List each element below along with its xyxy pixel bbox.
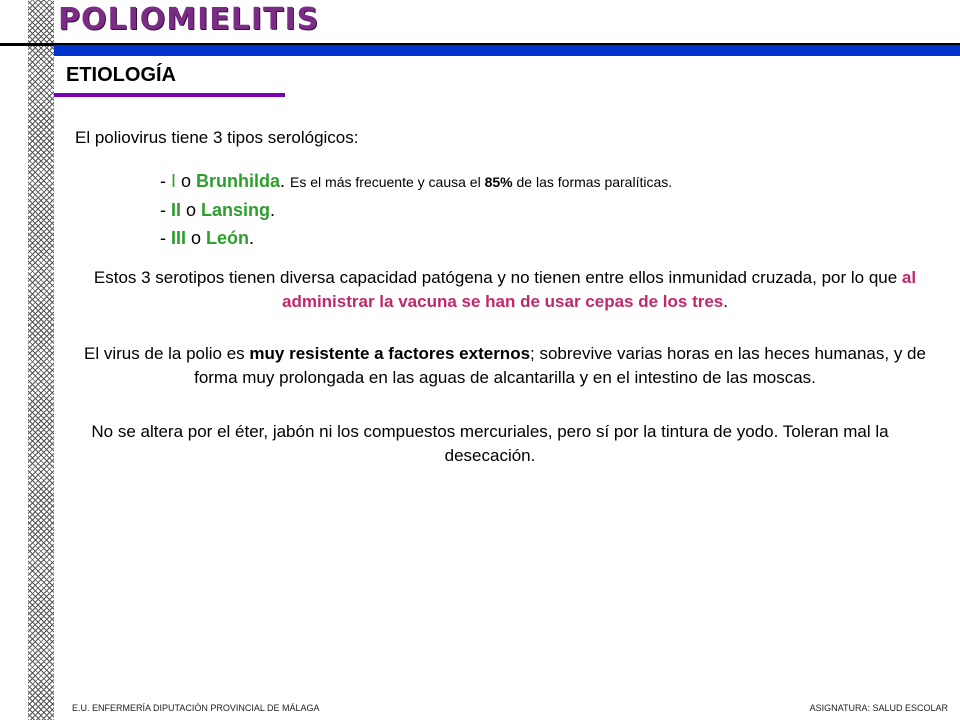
serotype-numeral: II xyxy=(171,200,182,220)
footer-subject: ASIGNATURA: SALUD ESCOLAR xyxy=(809,703,948,713)
paragraph-pathogenicity xyxy=(80,266,930,314)
serotype-numeral: III xyxy=(171,228,187,248)
end-punct: . xyxy=(270,200,276,220)
dash: - xyxy=(160,200,171,220)
paragraph-end: . xyxy=(723,292,728,311)
intro-text: El poliovirus tiene 3 tipos serológicos: xyxy=(75,128,359,147)
paragraph-sensitivity: No se altera por el éter, jabón ni los compuestos mercuriales, pero sí por la tintura de yodo. Toleran mal la desecación. xyxy=(91,422,889,465)
serotype-item-3 xyxy=(160,224,672,252)
highlight-text: al administrar la vacuna se han de usar cepas de los tres xyxy=(282,268,917,311)
note-percentage: 85% xyxy=(484,174,513,190)
serotype-note xyxy=(290,174,672,190)
paragraph-text: El virus de la polio es xyxy=(84,344,250,363)
header-rule-blue xyxy=(54,45,960,56)
footer-institution: E.U. ENFERMERÍA DIPUTACIÓN PROVINCIAL DE MÁLAGA xyxy=(72,703,320,713)
connector: o xyxy=(181,200,202,220)
section-underline xyxy=(54,93,285,97)
connector: o xyxy=(176,171,197,191)
serotype-item-2 xyxy=(160,196,672,224)
serotype-name: Lansing xyxy=(201,200,271,220)
bold-text: muy resistente a factores externos xyxy=(249,344,531,363)
separator: . xyxy=(280,171,291,191)
dash: - xyxy=(160,228,171,248)
dash: - xyxy=(160,171,171,191)
serotype-item-1 xyxy=(160,167,672,196)
connector: o xyxy=(186,228,207,248)
note-text: Es el más frecuente y causa el xyxy=(290,174,485,190)
paragraph-text: Estos 3 serotipos tienen diversa capacidad patógena y no tienen entre ellos inmunidad cruzada, por lo que xyxy=(93,268,902,287)
serotype-numeral: I xyxy=(171,171,177,191)
page-title: POLIOMIELITIS xyxy=(58,2,320,37)
serotype-list xyxy=(160,167,672,252)
serotype-name: Brunhilda xyxy=(196,171,281,191)
decorative-side-pattern xyxy=(28,0,54,720)
paragraph-resistance xyxy=(80,342,930,390)
serotype-name: León xyxy=(206,228,250,248)
note-text-end: de las formas paralíticas. xyxy=(512,174,673,190)
end-punct: . xyxy=(249,228,255,248)
paragraph-text-end: ; sobrevive varias horas en las heces humanas, y de forma muy prolongada en las aguas de alcantarilla y en el intestino de las moscas. xyxy=(194,344,926,387)
section-heading: ETIOLOGÍA xyxy=(66,64,176,86)
